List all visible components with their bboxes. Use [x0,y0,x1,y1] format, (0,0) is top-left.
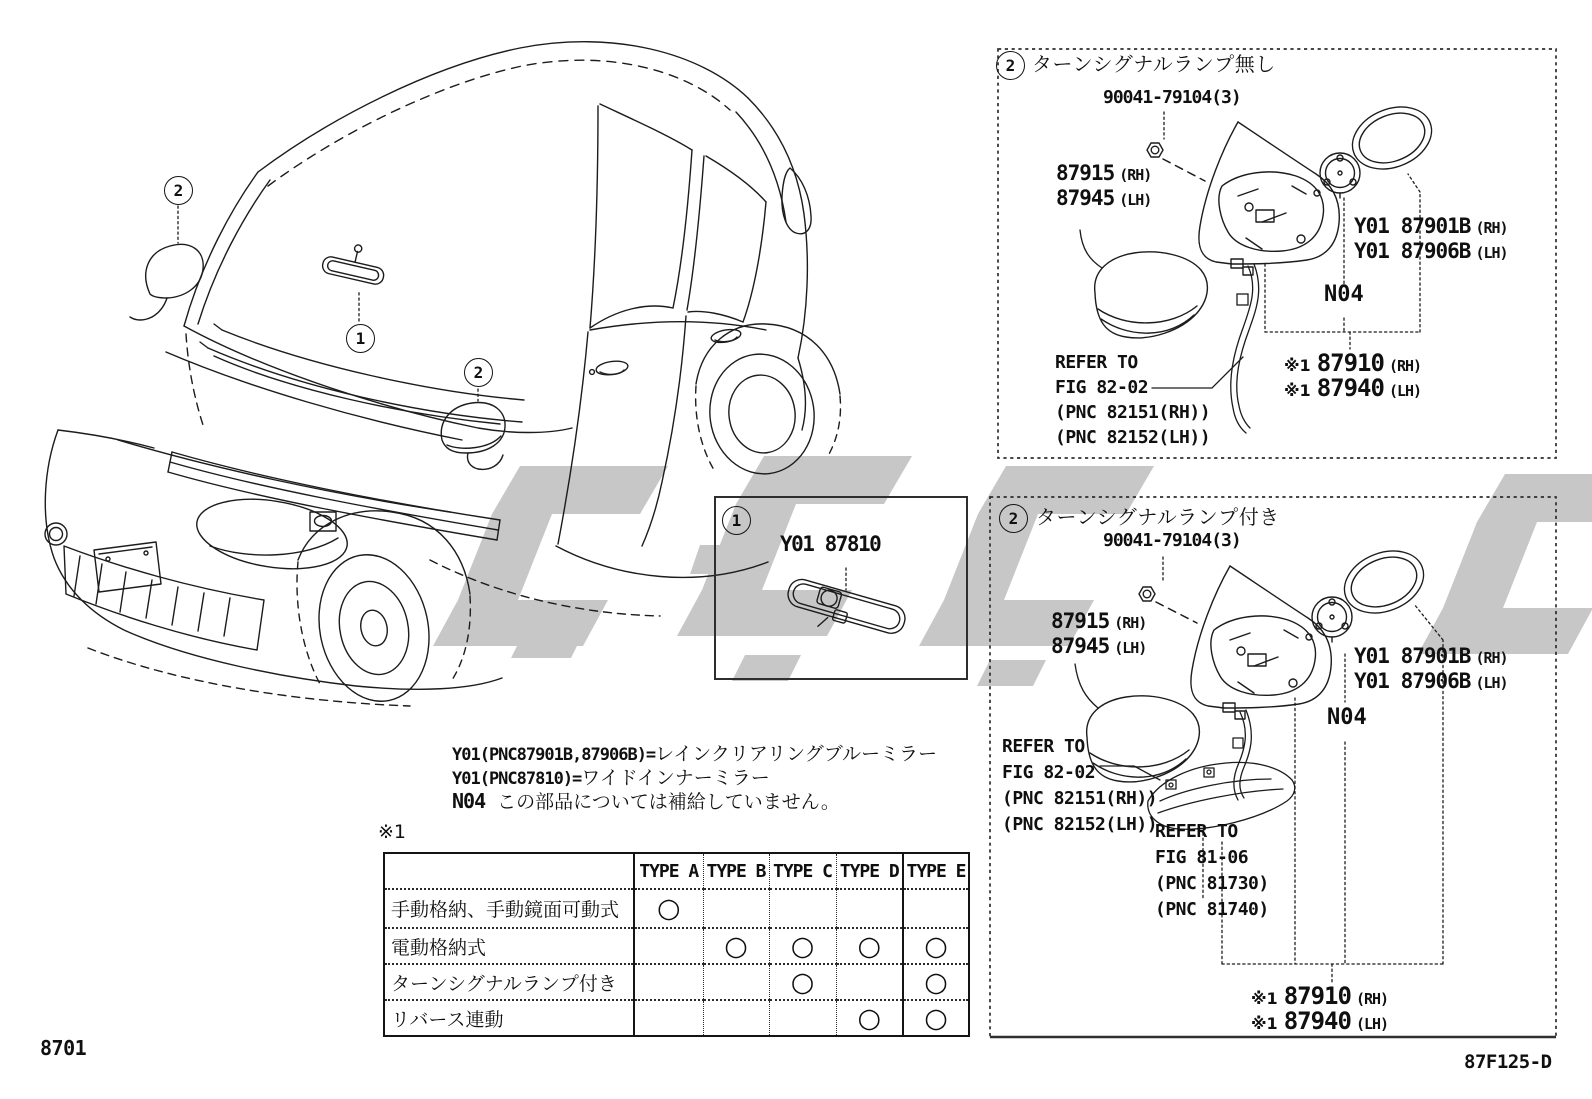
table-header-row [384,853,969,889]
figure-page-code: 87F125-D [1464,1051,1552,1073]
refer-fig82-block [1055,350,1210,450]
no-lamp-box-callout-badge [996,51,1025,80]
assy-part-rh: ※1 87910 (RH) [1284,349,1422,377]
cover-part-rh: 87915 (RH) [1056,161,1152,185]
table-row: 手動格納、手動鏡面可動式 ○ [384,889,969,928]
header-type-c: TYPE C [769,853,836,889]
figure-group-number: 8701 [40,1036,87,1060]
glass-part-rh: Y01 87901B (RH) [1354,644,1508,668]
callout-2-far-mirror [164,176,193,205]
assy-part-lh: ※1 87940 (LH) [1284,374,1422,402]
header-type-d: TYPE D [836,853,903,889]
note-line-3: N04 この部品については補給していません。 [452,789,840,813]
refer-line: FIG 82-02 [1055,377,1149,398]
header-blank [384,853,634,889]
callout-1-inner-mirror [346,324,375,353]
callout-label: 2 [473,363,484,382]
mirror-type-table [383,852,970,1037]
with-lamp-box-callout-badge [999,504,1028,533]
refer-fig81-block [1155,819,1269,923]
refer-line: REFER TO [1155,821,1238,842]
glass-part-rh: Y01 87901B (RH) [1354,214,1508,238]
nut-part-number: 90041-79104(3) [1103,530,1241,551]
callout-label: 2 [1008,509,1019,528]
refer-line: (PNC 82151(RH)) [1055,402,1211,423]
refer-line: (PNC 82151(RH)) [1002,788,1158,809]
assy-part-lh: ※1 87940 (LH) [1251,1007,1389,1035]
refer-line: REFER TO [1002,736,1085,757]
refer-line: FIG 81-06 [1155,847,1249,868]
mirror-glass-drawing [1343,96,1441,180]
header-type-b: TYPE B [703,853,769,889]
note-line-1: Y01(PNC87901B,87906B)=レインクリアリングブルーミラー [452,743,937,765]
refer-line: (PNC 82152(LH)) [1055,427,1211,448]
glass-part-lh: Y01 87906B (LH) [1354,239,1508,263]
refer-line: (PNC 81740) [1155,899,1269,920]
no-lamp-box-title: ターンシグナルランプ無し [1032,52,1276,76]
n04-code: N04 [1324,282,1364,307]
callout-label: 1 [355,329,366,348]
header-type-a: TYPE A [634,853,703,889]
cover-part-rh: 87915 (RH) [1051,609,1147,633]
callout-2-door-mirror [464,358,493,387]
assy-part-rh: ※1 87910 (RH) [1251,982,1389,1010]
table-row: 電動格納式 ○ ○ ○ ○ [384,928,969,964]
nut-drawing [1147,143,1163,157]
note-line-2: Y01(PNC87810)=ワイドインナーミラー [452,767,770,789]
n04-code: N04 [1327,705,1367,730]
inner-mirror-part-number: Y01 87810 [780,532,881,556]
with-lamp-box-title: ターンシグナルランプ付き [1036,505,1280,529]
table-row: ターンシグナルランプ付き ○ ○ [384,964,969,1000]
inner-box-callout-badge [722,506,751,535]
callout-label: 2 [173,181,184,200]
table-row: リバース連動 ○ ○ [384,1000,969,1036]
refer-line: FIG 82-02 [1002,762,1096,783]
refer-line: REFER TO [1055,352,1138,373]
refer-fig82-block [1002,734,1157,838]
cover-part-lh: 87945 (LH) [1051,634,1147,658]
callout-label: 1 [731,511,742,530]
callout-label: 2 [1005,56,1016,75]
table-ref-mark: ※1 [378,821,407,843]
refer-line: (PNC 82152(LH)) [1002,814,1158,835]
glass-part-lh: Y01 87906B (LH) [1354,669,1508,693]
cover-part-lh: 87945 (LH) [1056,186,1152,210]
refer-line: (PNC 81730) [1155,873,1269,894]
header-type-e: TYPE E [903,853,969,889]
nut-part-number: 90041-79104(3) [1103,87,1241,108]
